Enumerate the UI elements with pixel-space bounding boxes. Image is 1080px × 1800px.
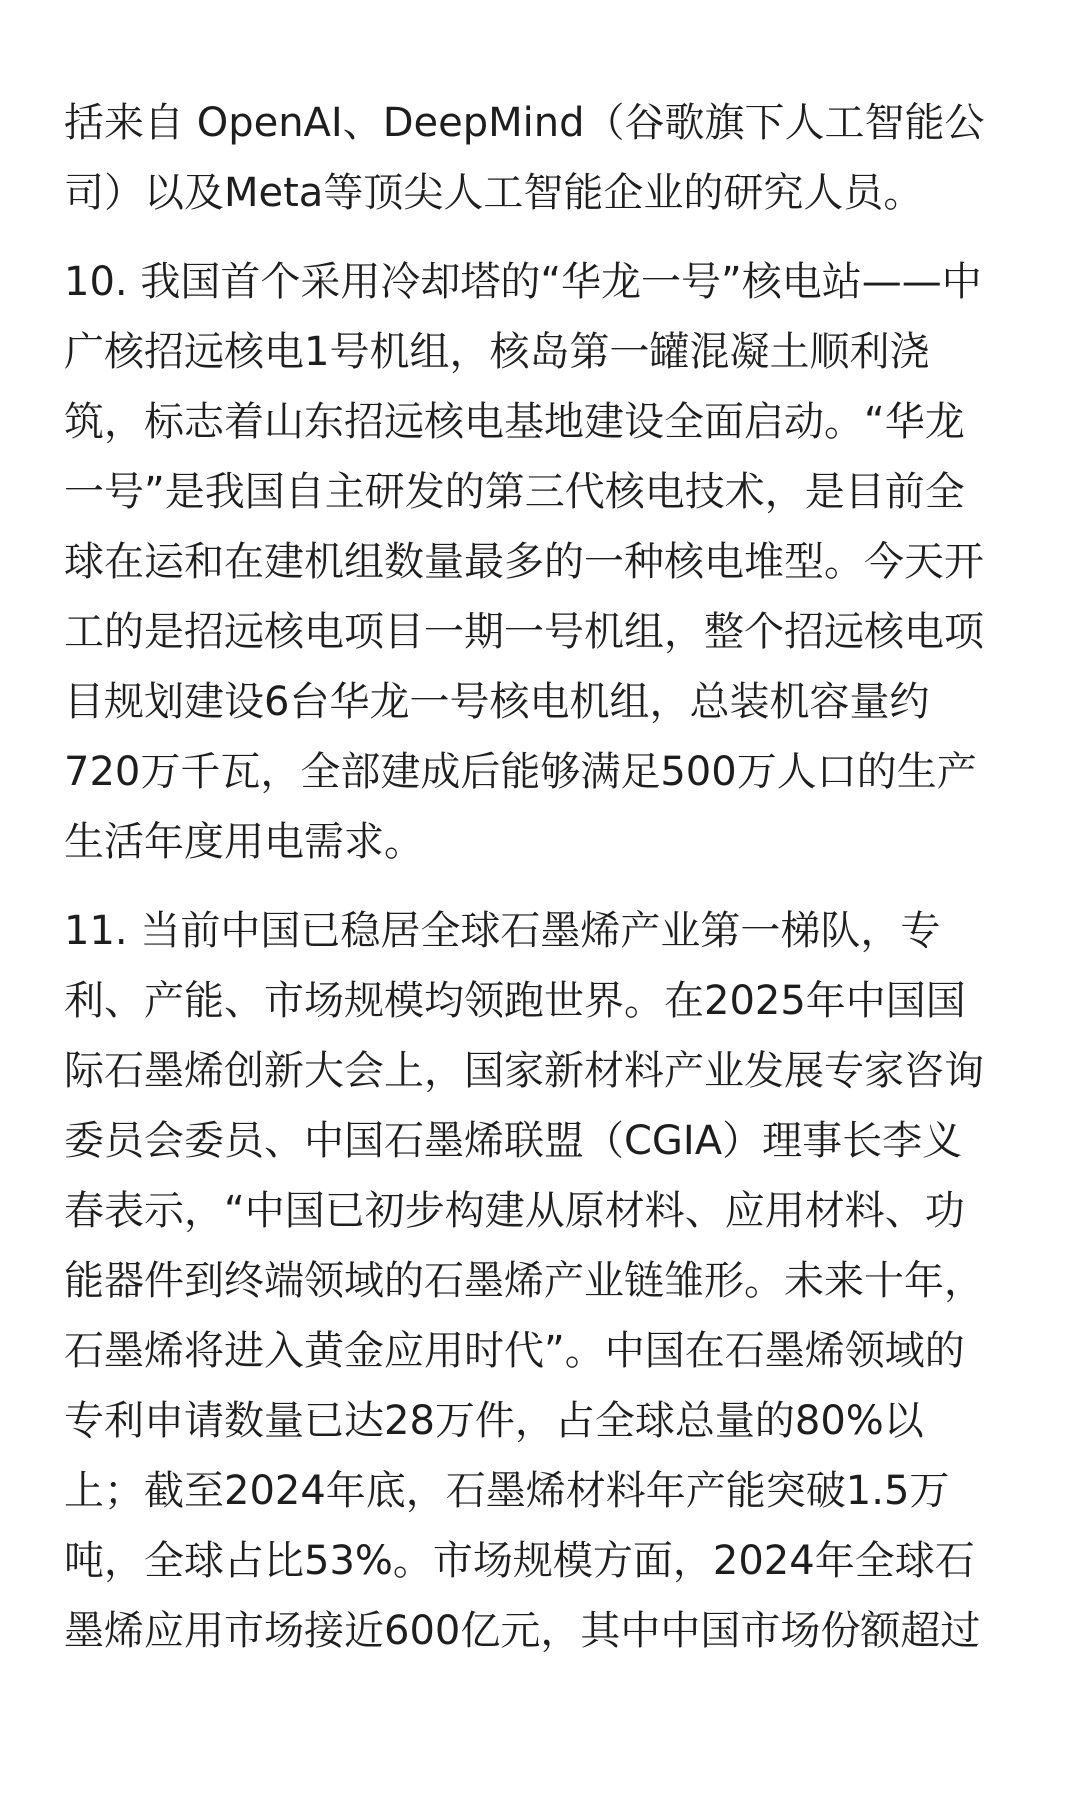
text-line: 筑，标志着山东招远核电基地建设全面启动。“华龙	[64, 399, 965, 445]
paragraph-intro-continuation	[64, 88, 1024, 228]
paragraph-spacer	[64, 228, 1024, 247]
text-line: 广核招远核电1号机组，核岛第一罐混凝土顺利浇	[64, 329, 930, 375]
text-line: 利、产能、市场规模均领跑世界。在2025年中国国	[64, 978, 966, 1024]
text-line: 专利申请数量已达28万件，占全球总量的80%以	[64, 1398, 924, 1444]
text-line: 720万千瓦，全部建成后能够满足500万人口的生产	[64, 749, 977, 795]
text-line: 括来自 OpenAI、DeepMind（谷歌旗下人工智能公	[64, 100, 985, 146]
text-line: 吨，全球占比53%。市场规模方面，2024年全球石	[64, 1538, 975, 1584]
text-line: 目规划建设6台华龙一号核电机组，总装机容量约	[64, 679, 930, 725]
text-line: 司）以及Meta等顶尖人工智能企业的研究人员。	[64, 170, 924, 216]
text-line: 墨烯应用市场接近600亿元，其中中国市场份额超过	[64, 1608, 981, 1654]
paragraph-item-10	[64, 247, 1024, 877]
text-line: 10. 我国首个采用冷却塔的“华龙一号”核电站——中	[64, 259, 982, 305]
text-line: 春表示，“中国已初步构建从原材料、应用材料、功	[64, 1188, 965, 1234]
text-line: 球在运和在建机组数量最多的一种核电堆型。今天开	[64, 539, 984, 585]
paragraph-spacer	[64, 877, 1024, 896]
paragraph-item-11	[64, 896, 1024, 1666]
text-line: 上；截至2024年底，石墨烯材料年产能突破1.5万	[64, 1468, 950, 1514]
text-line: 石墨烯将进入黄金应用时代”。中国在石墨烯领域的	[64, 1328, 965, 1374]
text-line: 工的是招远核电项目一期一号机组，整个招远核电项	[64, 609, 984, 655]
text-line: 能器件到终端领域的石墨烯产业链雏形。未来十年，	[64, 1258, 984, 1304]
article-body	[64, 88, 1024, 1666]
text-line: 生活年度用电需求。	[64, 819, 424, 865]
text-line: 委员会委员、中国石墨烯联盟（CGIA）理事长李义	[64, 1118, 963, 1164]
text-line: 际石墨烯创新大会上，国家新材料产业发展专家咨询	[64, 1048, 984, 1094]
text-line: 一号”是我国自主研发的第三代核电技术，是目前全	[64, 469, 965, 515]
text-line: 11. 当前中国已稳居全球石墨烯产业第一梯队，专	[64, 908, 941, 954]
